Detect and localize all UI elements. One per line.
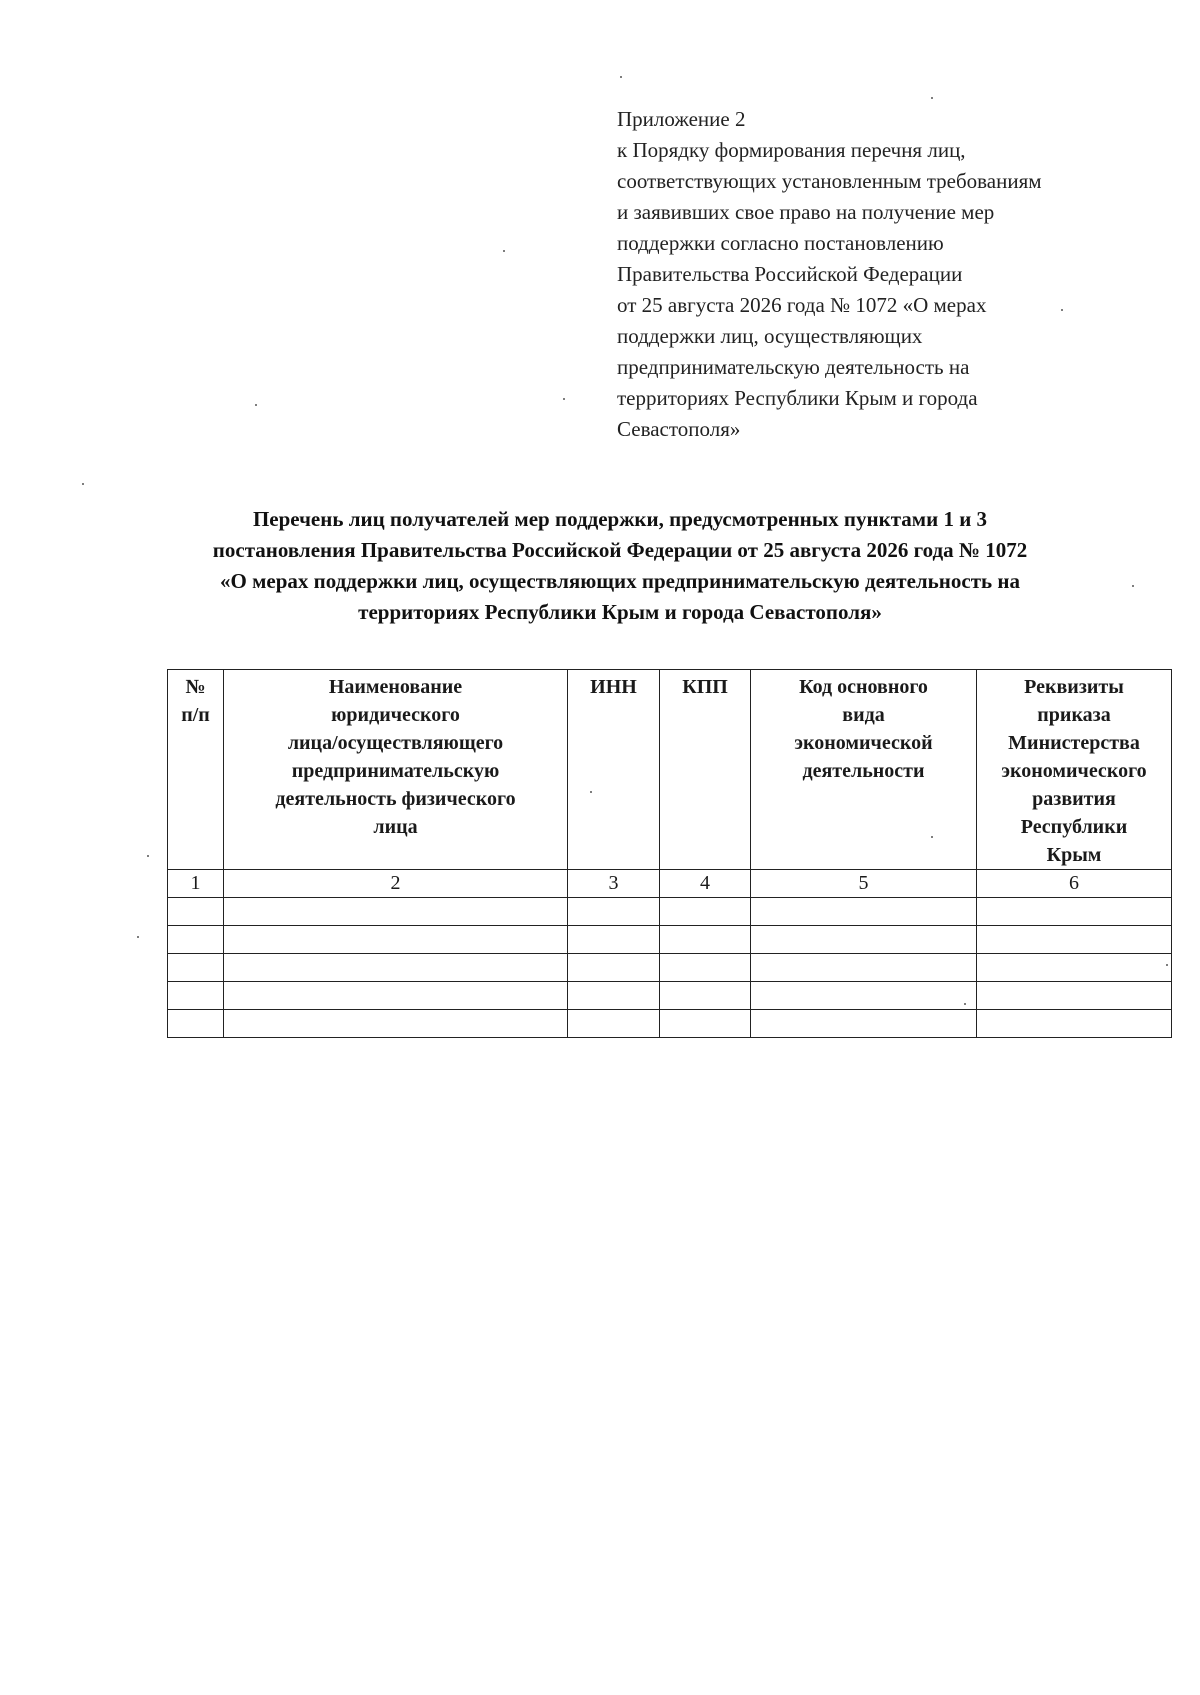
column-number: 5 xyxy=(751,870,977,898)
appendix-line: соответствующих установленным требованиям xyxy=(617,169,1042,193)
title-line: территориях Республики Крым и города Севастополя» xyxy=(358,600,882,624)
appendix-line: территориях Республики Крым и города xyxy=(617,386,978,410)
empty-cell xyxy=(751,898,977,926)
empty-cell xyxy=(660,982,751,1010)
table-row xyxy=(168,954,1172,982)
empty-cell xyxy=(568,954,660,982)
empty-cell xyxy=(568,1010,660,1038)
col-header-order-details: Реквизиты приказа Министерства экономического развития Республики Крым xyxy=(977,670,1172,870)
empty-cell xyxy=(977,926,1172,954)
empty-cell xyxy=(977,1010,1172,1038)
empty-cell xyxy=(977,954,1172,982)
column-number: 4 xyxy=(660,870,751,898)
column-number-row xyxy=(168,870,1172,898)
empty-cell xyxy=(168,1010,224,1038)
appendix-line: Правительства Российской Федерации xyxy=(617,262,963,286)
col-header-kpp: КПП xyxy=(660,670,751,870)
empty-cell xyxy=(751,982,977,1010)
title-line: Перечень лиц получателей мер поддержки, предусмотренных пунктами 1 и 3 xyxy=(252,507,988,531)
col-header-inn: ИНН xyxy=(568,670,660,870)
appendix-line: к Порядку формирования перечня лиц, xyxy=(617,138,966,162)
appendix-block xyxy=(617,104,1137,445)
empty-cell xyxy=(568,926,660,954)
empty-cell xyxy=(977,898,1172,926)
empty-cell xyxy=(168,926,224,954)
title-line: постановления Правительства Российской Федерации от 25 августа 2026 года № 1072 xyxy=(212,538,1028,562)
title-line: «О мерах поддержки лиц, осуществляющих предпринимательскую деятельность на xyxy=(220,569,1020,593)
table-row xyxy=(168,1010,1172,1038)
col-header-number: № п/п xyxy=(168,670,224,870)
appendix-line: поддержки согласно постановлению xyxy=(617,231,944,255)
col-header-name: Наименование юридического лица/осуществляющего предпринимательскую деятельность физического лица xyxy=(224,670,568,870)
empty-cell xyxy=(660,954,751,982)
empty-cell xyxy=(568,982,660,1010)
empty-rows xyxy=(168,898,1172,1038)
col-header-activity-code: Код основного вида экономической деятельности xyxy=(751,670,977,870)
table-row xyxy=(168,926,1172,954)
appendix-line: и заявивших свое право на получение мер xyxy=(617,200,995,224)
empty-cell xyxy=(568,898,660,926)
empty-cell xyxy=(660,898,751,926)
empty-cell xyxy=(168,898,224,926)
column-number: 6 xyxy=(977,870,1172,898)
table-row xyxy=(168,898,1172,926)
appendix-line: от 25 августа 2026 года № 1072 «О мерах xyxy=(617,293,987,317)
empty-cell xyxy=(977,982,1172,1010)
appendix-line: поддержки лиц, осуществляющих xyxy=(617,324,923,348)
column-number: 3 xyxy=(568,870,660,898)
empty-cell xyxy=(660,1010,751,1038)
document-title xyxy=(120,504,1120,628)
empty-cell xyxy=(168,954,224,982)
appendix-line: Приложение 2 xyxy=(617,107,746,131)
appendix-line: предпринимательскую деятельность на xyxy=(617,355,970,379)
empty-cell xyxy=(224,1010,568,1038)
table-row xyxy=(168,982,1172,1010)
empty-cell xyxy=(224,926,568,954)
empty-cell xyxy=(224,898,568,926)
column-number: 1 xyxy=(168,870,224,898)
empty-cell xyxy=(224,954,568,982)
empty-cell xyxy=(660,926,751,954)
column-number: 2 xyxy=(224,870,568,898)
empty-cell xyxy=(224,982,568,1010)
empty-cell xyxy=(168,982,224,1010)
empty-cell xyxy=(751,926,977,954)
empty-cell xyxy=(751,954,977,982)
appendix-line: Севастополя» xyxy=(617,417,741,441)
table-header-row xyxy=(168,670,1172,870)
empty-cell xyxy=(751,1010,977,1038)
recipients-table xyxy=(167,669,1172,1038)
